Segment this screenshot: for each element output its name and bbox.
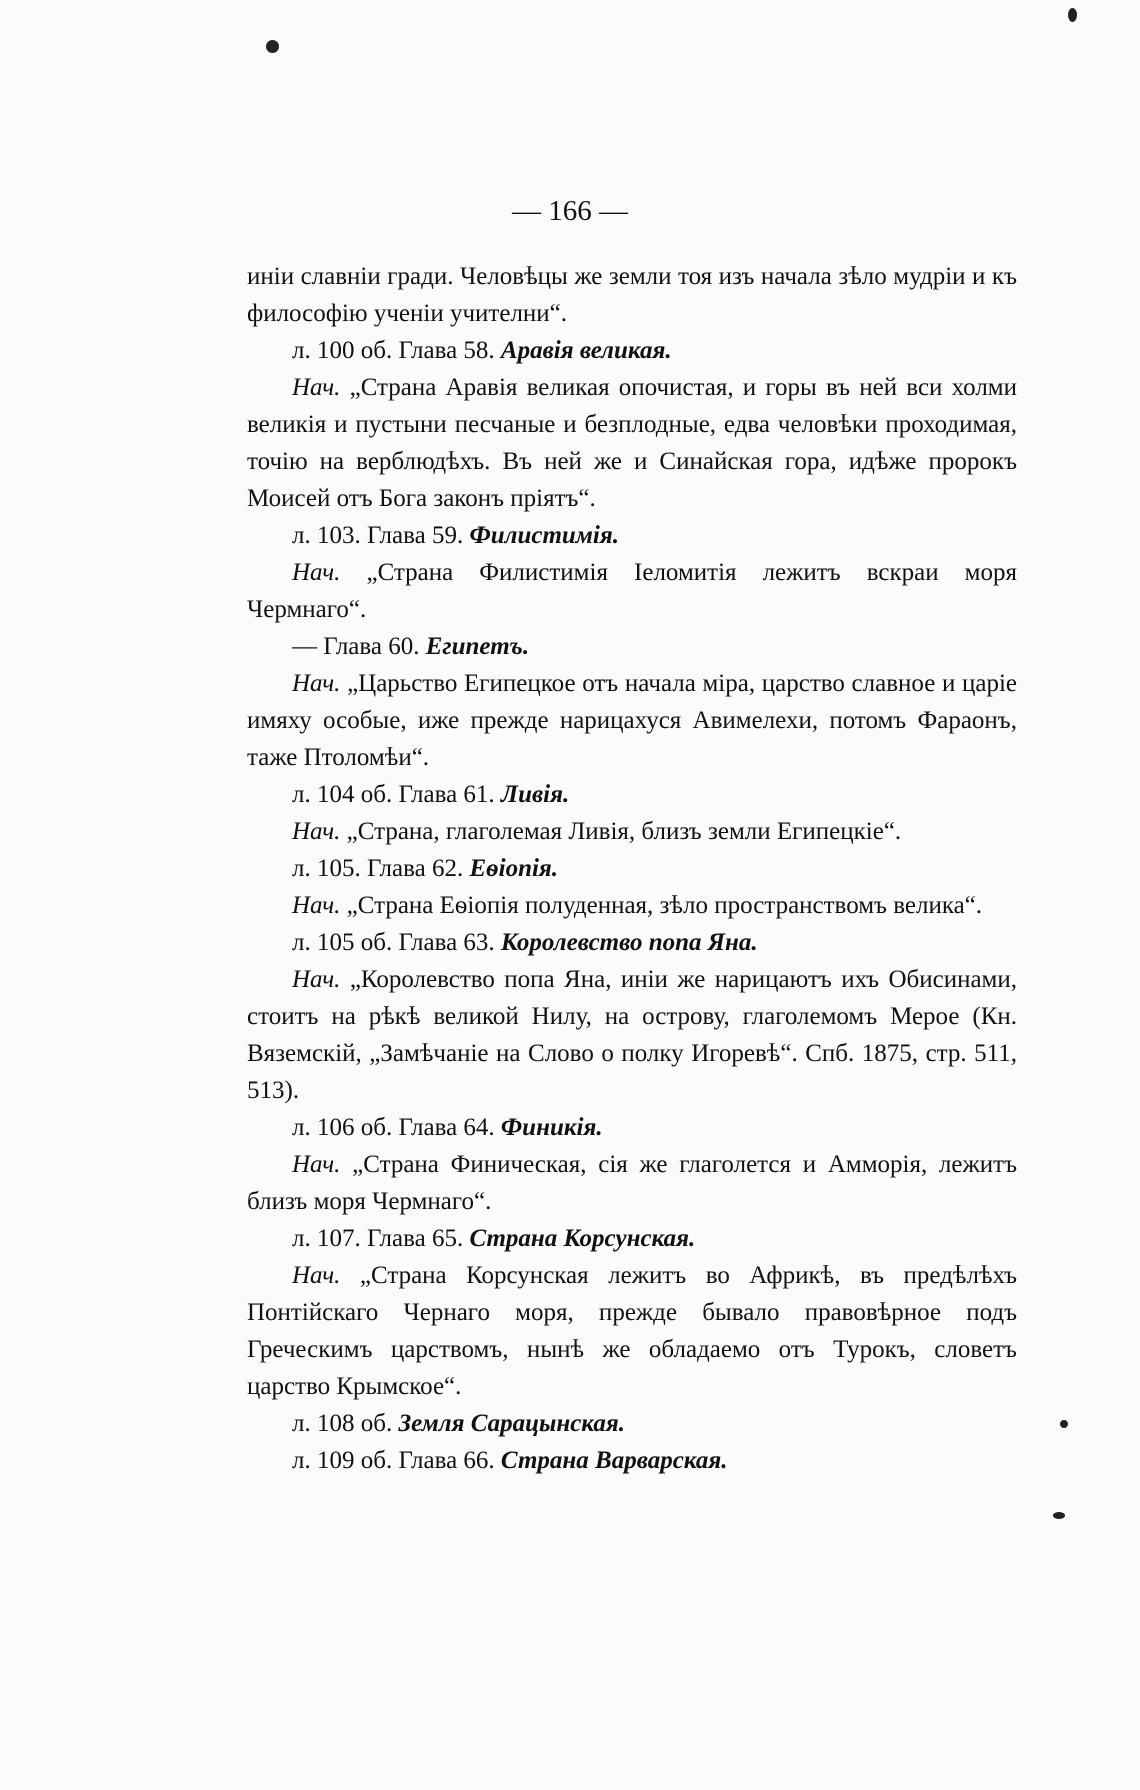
entry-reference: л. 107. Глава 65.	[292, 1225, 464, 1252]
incipit-label: Нач.	[292, 1151, 341, 1178]
entry-reference: л. 106 об. Глава 64.	[292, 1114, 495, 1141]
entry-title: Страна Корсунская.	[469, 1225, 696, 1252]
entry-heading	[247, 776, 1017, 813]
incipit-text: „Страна Еѳіопія полуденная, зѣло пространствомъ велика“.	[346, 892, 983, 919]
entry-reference: л. 104 об. Глава 61.	[292, 781, 495, 808]
entry-heading	[247, 628, 1017, 665]
entry-heading	[247, 924, 1017, 961]
entry-title: Земля Сарацынская.	[398, 1410, 625, 1437]
ink-speck	[1053, 1512, 1065, 1519]
entry-incipit	[247, 887, 1017, 924]
page-number: — 166 —	[512, 195, 628, 227]
incipit-label: Нач.	[292, 966, 341, 993]
incipit-label: Нач.	[292, 670, 341, 697]
ink-speck	[1068, 8, 1077, 22]
incipit-label: Нач.	[292, 559, 341, 586]
entry-reference: л. 108 об.	[292, 1410, 393, 1437]
entry-heading	[247, 1220, 1017, 1257]
entry-title: Еѳіопія.	[469, 855, 559, 882]
incipit-text: „Королевство попа Яна, иніи же нарицаютъ ихъ Обисинами, стоитъ на рѣкѣ великой Нилу, на острову, глаголемомъ Мерое (Кн. Вяземскій, „Замѣчаніе на Слово о полку Игоревѣ“. Спб. 1875, стр. 511, 513).	[247, 966, 1017, 1104]
incipit-text: „Царьство Египецкое отъ начала міра, царство славное и царіе имяху особые, иже прежде нарицахуся Авимелехи, потомъ Фараонъ, таже Птоломѣи“.	[247, 670, 1017, 771]
entry-heading	[247, 517, 1017, 554]
entry-heading	[247, 1442, 1017, 1479]
entry-reference: л. 100 об. Глава 58.	[292, 337, 495, 364]
incipit-text: „Страна Аравія великая опочистая, и горы въ ней вси холми великія и пустыни песчаные и безплодные, едва человѣки проходимая, точію на верблюдѣхъ. Въ ней же и Синайская гора, идѣже пророкъ Моисей отъ Бога законъ пріятъ“.	[247, 374, 1018, 512]
incipit-text: „Страна Финическая, сія же глаголется и Амморія, лежитъ близъ моря Чермнаго“.	[247, 1151, 1018, 1215]
entry-incipit	[247, 554, 1017, 628]
entry-heading	[247, 1109, 1017, 1146]
entry-heading	[247, 1405, 1017, 1442]
entry-reference: л. 109 об. Глава 66.	[292, 1447, 495, 1474]
entry-incipit	[247, 961, 1017, 1109]
entry-title: Египетъ.	[425, 633, 530, 660]
entry-reference: л. 105 об. Глава 63.	[292, 929, 495, 956]
entry-incipit	[247, 369, 1017, 517]
entry-reference: л. 103. Глава 59.	[292, 522, 464, 549]
entry-title: Страна Варварская.	[500, 1447, 728, 1474]
entry-incipit	[247, 1257, 1017, 1405]
ink-speck	[266, 40, 279, 53]
entry-title: Филистимія.	[469, 522, 619, 549]
entry-incipit	[247, 1146, 1017, 1220]
entry-title: Королевство попа Яна.	[500, 929, 758, 956]
entry-incipit	[247, 665, 1017, 776]
incipit-text: „Страна Филистимія Іеломитія лежитъ вскраи моря Чермнаго“.	[247, 559, 1018, 623]
entry-reference: л. 105. Глава 62.	[292, 855, 464, 882]
entry-heading	[247, 332, 1017, 369]
entry-title: Финикія.	[500, 1114, 603, 1141]
page-body	[247, 258, 1017, 1479]
entry-incipit	[247, 813, 1017, 850]
ink-speck	[1060, 1420, 1068, 1428]
incipit-label: Нач.	[292, 818, 341, 845]
entry-title: Ливія.	[500, 781, 570, 808]
incipit-text: „Страна, глаголемая Ливія, близъ земли Египецкіе“.	[346, 818, 902, 845]
paragraph-continuation: иніи славніи гради. Человѣцы же земли тоя изъ начала зѣло мудріи и къ философію ученіи учителни“.	[247, 263, 1017, 327]
incipit-label: Нач.	[292, 892, 341, 919]
incipit-label: Нач.	[292, 1262, 341, 1289]
entry-heading	[247, 850, 1017, 887]
entry-title: Аравія великая.	[500, 337, 672, 364]
incipit-label: Нач.	[292, 374, 341, 401]
entry-reference: — Глава 60.	[292, 633, 420, 660]
incipit-text: „Страна Корсунская лежитъ во Африкѣ, въ предѣлѣхъ Понтійскаго Чернаго моря, прежде бывало правовѣрное подъ Греческимъ царствомъ, нынѣ же обладаемо отъ Турокъ, словетъ царство Крымское“.	[247, 1262, 1017, 1400]
